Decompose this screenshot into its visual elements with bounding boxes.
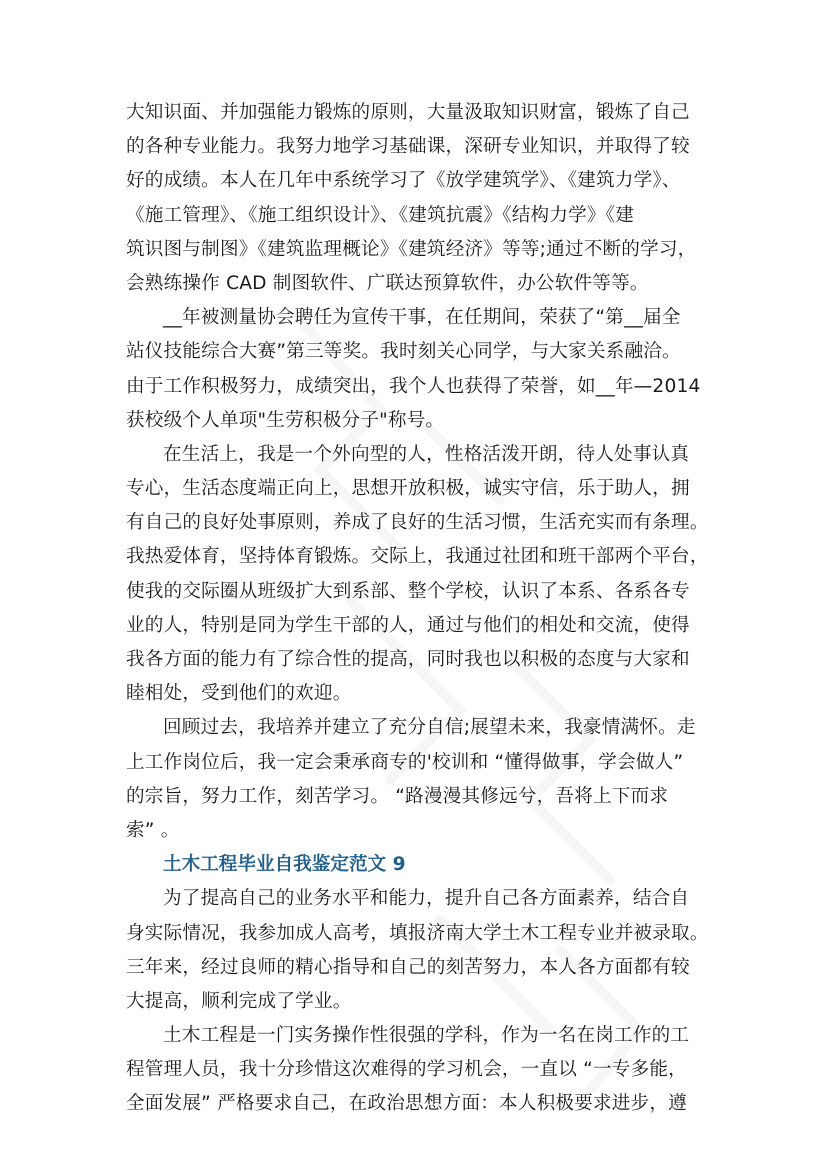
text-line: 筑识图与制图》《建筑监理概论》《建筑经济》等等;通过不断的学习， xyxy=(126,238,697,260)
text-line: 由于工作积极努力，成绩突出，我个人也获得了荣誉，如__年—2014 xyxy=(126,375,701,397)
text-line: 使我的交际圈从班级扩大到系部、整个学校，认识了本系、各系各专 xyxy=(126,580,690,602)
paragraph xyxy=(126,301,718,438)
text-line: 有自己的良好处事原则，养成了良好的生活习惯，生活充实而有条理。 xyxy=(126,512,709,534)
text-line: 三年来，经过良师的精心指导和自己的刻苦努力，本人各方面都有较 xyxy=(126,956,690,978)
text-line: 程管理人员，我十分珍惜这次难得的学习机会，一直以 “一专多能， xyxy=(126,1059,687,1081)
text-line: 身实际情况，我参加成人高考，填报济南大学土木工程专业并被录取。 xyxy=(126,922,709,944)
text-line: 索” 。 xyxy=(126,819,180,841)
text-line: 大知识面、并加强能力锻炼的原则，大量汲取知识财富，锻炼了自己 xyxy=(126,102,690,123)
text-line: 在生活上，我是一个外向型的人，性格活泼开朗，待人处事认真 xyxy=(163,443,690,465)
text-line: 大提高，顺利完成了学业。 xyxy=(126,990,352,1012)
text-line: 我各方面的能力有了综合性的提高，同时我也以积极的态度与大家和 xyxy=(126,649,690,670)
text-line: 业的人，特别是同为学生干部的人，通过与他们的相处和交流，使得 xyxy=(126,614,690,636)
paragraph xyxy=(126,1019,718,1122)
text-line: 全面发展” 严格要求自己，在政治思想方面：本人积极要求进步，遵 xyxy=(126,1093,687,1115)
paragraph xyxy=(126,711,718,848)
text-line: 《施工管理》、《施工组织设计》、《建筑抗震》《结构力学》《建 xyxy=(126,204,635,226)
paragraph xyxy=(126,438,718,712)
text-line: 土木工程是一门实务操作性很强的学科，作为一名在岗工作的工 xyxy=(163,1025,690,1047)
text-line: 上工作岗位后，我一定会秉承商专的'校训和 “懂得做事，学会做人” xyxy=(126,751,684,773)
paragraph xyxy=(126,96,718,301)
text-line: 睦相处，受到他们的欢迎。 xyxy=(126,683,352,705)
text-line: 好的成绩。本人在几年中系统学习了《放学建筑学》、《建筑力学》、 xyxy=(126,170,681,192)
paragraph xyxy=(126,882,718,1019)
text-line: 专心，生活态度端正向上，思想开放积极，诚实守信，乐于助人，拥 xyxy=(126,478,690,500)
text-line: 的宗旨，努力工作，刻苦学习。 “路漫漫其修远兮，吾将上下而求 xyxy=(126,785,669,807)
text-line: 获校级个人单项"生劳积极分子"称号。 xyxy=(126,409,445,431)
text-line: 回顾过去，我培养并建立了充分自信;展望未来，我豪情满怀。走 xyxy=(163,717,696,739)
text-line: 会熟练操作 CAD 制图软件、广联达预算软件，办公软件等等。 xyxy=(126,272,649,294)
text-line: 我热爱体育，坚持体育锻炼。交际上，我通过社团和班干部两个平台， xyxy=(126,546,709,568)
section-heading: 土木工程毕业自我鉴定范文 9 xyxy=(163,854,406,876)
text-line: 的各种专业能力。我努力地学习基础课，深研专业知识，并取得了较 xyxy=(126,136,690,158)
document-body xyxy=(126,96,718,1122)
text-line: __年被测量协会聘任为宣传干事，在任期间，荣获了“第__届全 xyxy=(163,307,681,329)
text-line: 站仪技能综合大赛”第三等奖。我时刻关心同学，与大家关系融洽。 xyxy=(126,341,681,363)
text-line: 为了提高自己的业务水平和能力，提升自己各方面素养，结合自 xyxy=(163,888,690,910)
